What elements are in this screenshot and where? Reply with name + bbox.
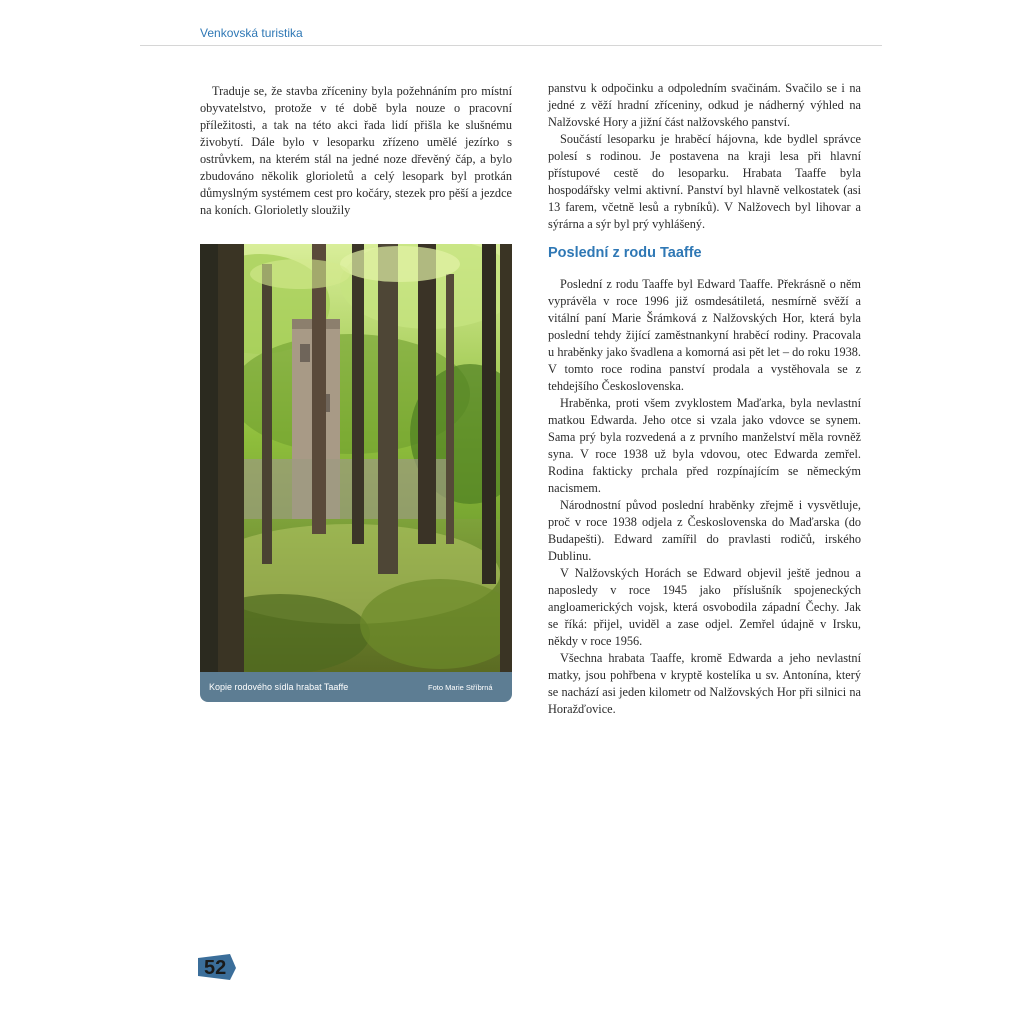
section-paragraph-1: Poslední z rodu Taaffe byl Edward Taaffe. Překrásně o něm vyprávěla v roce 1996 již osmdesátiletá, nesmírně svěží a vitální paní Marie Šrámková z Nalžovských Hor, která byla poslední tehdy žijící zaměstnankyní hraběcí rodiny. Pracovala u hraběnky jako švadlena a komorná asi pět let – do roku 1938. V tomto roce rodina panství prodala a vystěhovala se z tehdejšího Československa.: [548, 277, 861, 393]
left-column: [200, 83, 512, 219]
photo-caption: Kopie rodového sídla hrabat Taaffe: [209, 682, 349, 692]
right-column-top: [548, 80, 861, 233]
section-heading: Poslední z rodu Taaffe: [548, 245, 702, 261]
section-paragraph-4: V Nalžovských Horách se Edward objevil ještě jednou a naposledy v roce 1945 jako příslušník spojeneckých angloamerických vojsk, která osvobodila západní Čechy. Jak se říká: přijel, uviděl a zase odjel. Zemřel údajně v Irsku, někdy v roce 1956.: [548, 566, 861, 648]
section-body: [548, 276, 861, 718]
photo-figure: [200, 244, 512, 702]
header-divider: [140, 45, 882, 46]
page-number-badge: [196, 954, 238, 982]
section-paragraph-5: Všechna hrabata Taaffe, kromě Edwarda a jeho nevlastní matky, jsou pohřbena v kryptě kostelíka u sv. Antonína, který se nachází asi jeden kilometr od Nalžovských Hor při silnici na Horažďovice.: [548, 651, 861, 716]
photo-caption-bar: [200, 672, 512, 702]
photo-credit: Foto Marie Stříbrná: [428, 683, 493, 692]
section-paragraph-2: Hraběnka, proti všem zvyklostem Maďarka, byla nevlastní matkou Edwarda. Jeho otce si vzala jako vdovce se synem. Sama prý byla rozvedená a z prvního manželství měla rovněž syna. V roce 1938 už byla vdovou, otec Edwarda zemřel. Rodina fakticky prchala před rozpínajícím se německým nacismem.: [548, 396, 861, 495]
right-paragraph-1: panstvu k odpočinku a odpoledním svačinám. Svačilo se i na jedné z věží hradní zříceniny, odkud je nádherný výhled na Nalžovské Hory a jižní část nalžovského panství.: [548, 81, 861, 129]
left-paragraph-1: Traduje se, že stavba zříceniny byla požehnáním pro místní obyvatelstvo, protože v té době byla nouze o pracovní příležitosti, a tak na této akci řada lidí přišla ke slušnému živobytí. Dále bylo v lesoparku zřízeno umělé jezírko s ostrůvkem, na kterém stál na jedné noze dřevěný čáp, a bylo zbudováno několik glorioletů a celý lesopark byl protkán důmyslným systémem cest pro kočáry, stezek pro pěší a jezdce na koních. Glorioletly sloužily: [200, 84, 512, 217]
forest-ruin-photo: [200, 244, 512, 672]
section-paragraph-3: Národnostní původ poslední hraběnky zřejmě i vysvětluje, proč v roce 1938 odjela z Československa do Maďarska (do Budapešti). Edward zamířil do pravlasti rodičů, irského Dublinu.: [548, 498, 861, 563]
right-paragraph-2: Součástí lesoparku je hraběcí hájovna, kde bydlel správce polesí s rodinou. Je postavena na kraji lesa při hlavní přístupové cestě do lesoparku. Hrabata Taaffe byla hospodářsky velmi aktivní. Panství byl hlavně velkostatek (asi 13 farem, včetně lesů a rybníků). V Nalžovech byl lihovar a sýrárna a sýr byl prý vyhlášený.: [548, 132, 861, 231]
page-number: 52: [204, 957, 227, 979]
running-header: Venkovská turistika: [200, 26, 303, 40]
